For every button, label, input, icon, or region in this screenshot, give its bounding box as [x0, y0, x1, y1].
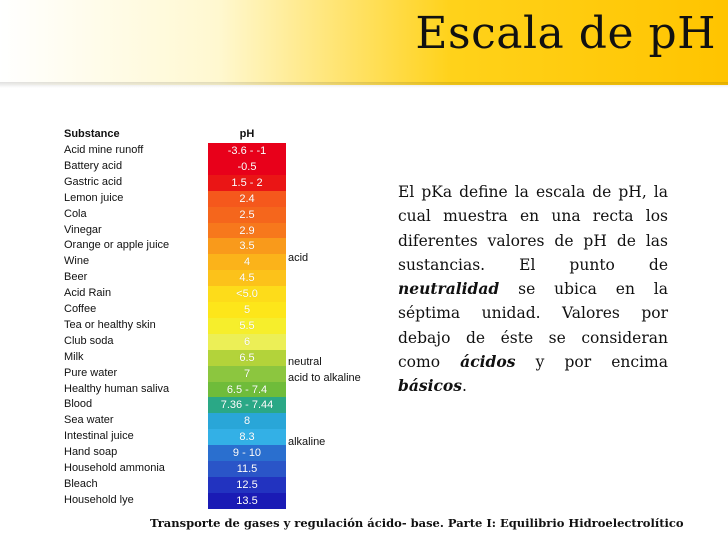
- ph-value-cell: 9 - 10: [208, 445, 286, 461]
- substance-label: Tea or healthy skin: [64, 319, 156, 331]
- ph-value-cell: 2.5: [208, 207, 286, 223]
- substance-label: Household lye: [64, 494, 134, 506]
- ph-value-cell: 7: [208, 366, 286, 382]
- ph-value-cell: <5.0: [208, 286, 286, 302]
- ph-value-cell: 1.5 - 2: [208, 175, 286, 191]
- ph-value-cell: -3.6 - -1: [208, 143, 286, 159]
- keyword-neutralidad: neutralidad: [398, 279, 500, 299]
- keyword-acidos: ácidos: [460, 352, 516, 372]
- slide-title: Escala de pH: [415, 8, 716, 59]
- note-acid: acid: [288, 252, 309, 264]
- substance-label: Coffee: [64, 303, 97, 315]
- substance-label: Acid Rain: [64, 287, 112, 299]
- ph-value-cell: 6: [208, 334, 286, 350]
- substance-label: Cola: [64, 208, 87, 220]
- substance-label: Blood: [64, 398, 93, 410]
- substance-header: Substance: [64, 128, 120, 140]
- substance-label: Club soda: [64, 335, 114, 347]
- ph-value-cell: 4.5: [208, 270, 286, 286]
- ph-value-cell: 2.4: [208, 191, 286, 207]
- substance-label: Gastric acid: [64, 176, 123, 188]
- substance-label: Intestinal juice: [64, 430, 134, 442]
- note-neutral: neutral: [288, 356, 322, 368]
- paragraph-text-4: .: [462, 377, 467, 396]
- substance-label: Hand soap: [64, 446, 118, 458]
- ph-value-cell: 5.5: [208, 318, 286, 334]
- substance-label: Sea water: [64, 414, 114, 426]
- ph-value-cell: 4: [208, 254, 286, 270]
- note-acid-to-alkaline: acid to alkaline: [288, 372, 361, 384]
- ph-scale-table: [60, 124, 361, 507]
- title-band-shadow: [0, 82, 728, 88]
- note-alkaline: alkaline: [288, 436, 326, 448]
- ph-value-cell: 12.5: [208, 477, 286, 493]
- substance-label: Household ammonia: [64, 462, 165, 474]
- slide-footer: Transporte de gases y regulación ácido- base. Parte I: Equilibrio Hidroelectrolítico: [150, 516, 684, 530]
- substance-label: Wine: [64, 255, 90, 267]
- substance-label: Beer: [64, 271, 88, 283]
- paragraph-text-1: El pKa define la escala de pH, la cual muestra en una recta los diferentes valores de pH de las sustancias. El punto de: [398, 183, 668, 274]
- ph-value-cell: 11.5: [208, 461, 286, 477]
- ph-header: pH: [239, 128, 255, 140]
- ph-value-cell: 6.5: [208, 350, 286, 366]
- substance-label: Healthy human saliva: [64, 383, 170, 395]
- ph-value-cell: 13.5: [208, 493, 286, 509]
- substance-label: Acid mine runoff: [64, 144, 144, 156]
- ph-value-cell: 7.36 - 7.44: [208, 397, 286, 413]
- substance-label: Lemon juice: [64, 192, 124, 204]
- ph-value-cell: 2.9: [208, 223, 286, 239]
- substance-label: Milk: [64, 351, 84, 363]
- keyword-basicos: básicos: [398, 376, 462, 396]
- ph-value-cell: 6.5 - 7.4: [208, 382, 286, 398]
- ph-value-cell: 3.5: [208, 238, 286, 254]
- substance-label: Orange or apple juice: [64, 239, 170, 251]
- substance-label: Pure water: [64, 367, 118, 379]
- ph-value-cell: 8: [208, 413, 286, 429]
- ph-value-cell: 8.3: [208, 429, 286, 445]
- substance-label: Vinegar: [64, 224, 102, 236]
- ph-value-cell: 5: [208, 302, 286, 318]
- paragraph-text-2: se ubica en la séptima unidad. Valores por debajo de éste se consideran como: [398, 280, 668, 372]
- ph-value-cell: -0.5: [208, 159, 286, 175]
- explanation-paragraph: [398, 180, 668, 399]
- substance-label: Battery acid: [64, 160, 123, 172]
- substance-label: Bleach: [64, 478, 98, 490]
- paragraph-text-3: y por encima: [515, 353, 668, 372]
